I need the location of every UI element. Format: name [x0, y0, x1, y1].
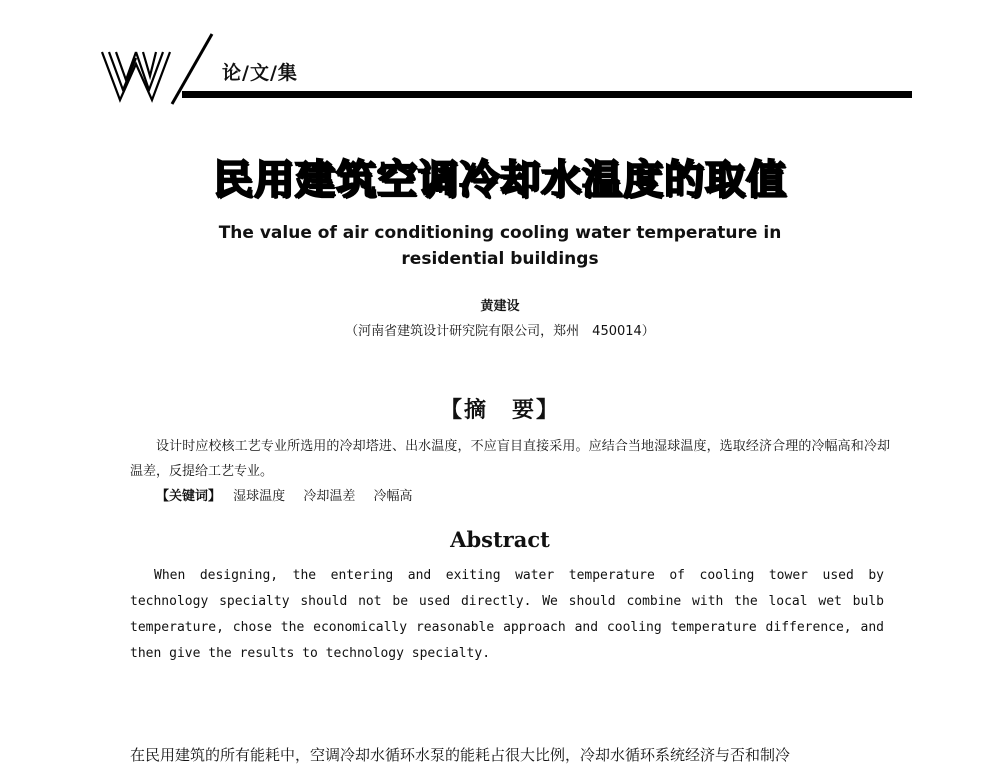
keyword-item: 冷却温差 [303, 489, 356, 504]
author-affiliation: （河南省建筑设计研究院有限公司，郑州 450014） [345, 324, 655, 339]
title-english-line1: The value of air conditioning cooling water temperature in [218, 223, 782, 243]
title-chinese: 民用建筑空调冷却水温度的取值 [213, 157, 787, 203]
keywords-label: 【关键词】 [156, 489, 222, 504]
keywords [130, 485, 890, 504]
keyword-item: 冷幅高 [373, 489, 413, 504]
section-label: 论/文/集 [222, 62, 298, 84]
title-english-line2: residential buildings [401, 249, 599, 269]
abstract-en-body: When designing, the entering and exiting water temperature of cooling tower used by technology specialty should not be used directly. We should combine with the local wet bulb temperature, chose the economically reasonable approach and cooling temperature difference, and then give the results to technology specialty. [130, 568, 884, 661]
keyword-item: 湿球温度 [233, 489, 286, 504]
title-english [0, 220, 1000, 272]
header-rule [182, 91, 912, 98]
abstract-zh-body: 设计时应校核工艺专业所选用的冷却塔进、出水温度，不应盲目直接采用。应结合当地湿球温度，选取经济合理的冷幅高和冷却温差，反提给工艺专业。 [130, 439, 890, 479]
body-first-line: 在民用建筑的所有能耗中，空调冷却水循环水泵的能耗占很大比例，冷却水循环系统经济与否和制冷 [130, 746, 791, 764]
abstract-en-heading: Abstract [450, 527, 550, 552]
author-name: 黄建设 [480, 299, 520, 314]
abstract-zh-heading: 【摘 要】 [439, 397, 560, 423]
w-logo-icon [100, 30, 220, 110]
